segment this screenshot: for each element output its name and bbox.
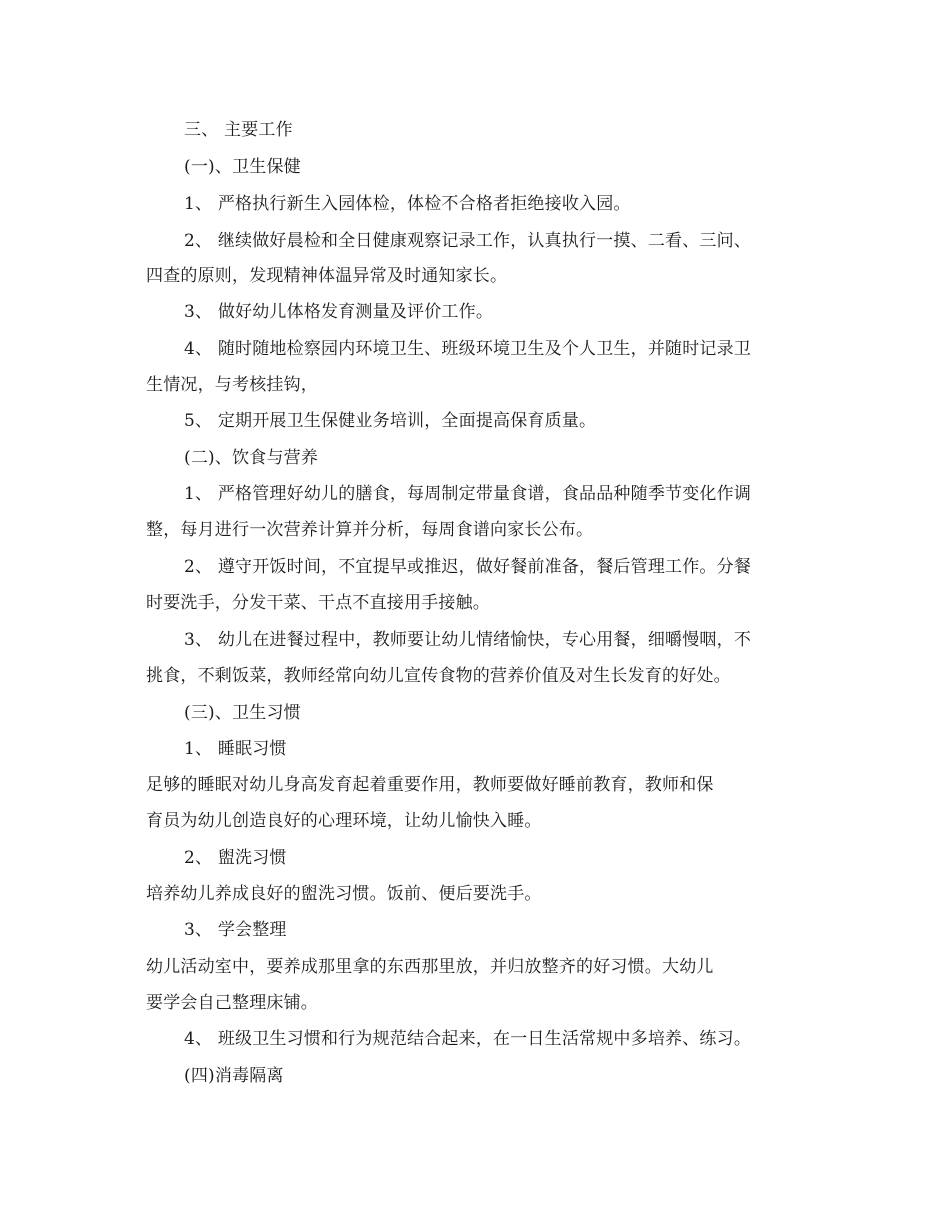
subsection-heading: (一)、卫生保健 <box>184 157 301 177</box>
paragraph-line: 4、 随时随地检察园内环境卫生、班级环境卫生及个人卫生，并随时记录卫 <box>184 339 752 359</box>
paragraph-line: 培养幼儿养成良好的盥洗习惯。饭前、便后要洗手。 <box>146 884 542 904</box>
paragraph-line: 要学会自己整理床铺。 <box>146 993 318 1013</box>
paragraph-line: 2、 盥洗习惯 <box>184 848 287 868</box>
paragraph-line: 1、 睡眠习惯 <box>184 739 287 759</box>
paragraph-line: 幼儿活动室中，要养成那里拿的东西那里放，并归放整齐的好习惯。大幼儿 <box>146 957 714 977</box>
paragraph-line: 1、 严格管理好幼儿的膳食，每周制定带量食谱，食品品种随季节变化作调 <box>184 484 752 504</box>
paragraph-line: 2、 遵守开饭时间，不宜提早或推迟，做好餐前准备，餐后管理工作。分餐 <box>184 557 752 577</box>
paragraph-line: 足够的睡眠对幼儿身高发育起着重要作用，教师要做好睡前教育，教师和保 <box>146 775 714 795</box>
paragraph-line: 1、 严格执行新生入园体检，体检不合格者拒绝接收入园。 <box>184 194 631 214</box>
paragraph-line: 3、 学会整理 <box>184 920 287 940</box>
paragraph-line: 育员为幼儿创造良好的心理环境，让幼儿愉快入睡。 <box>146 811 542 831</box>
paragraph-line: 3、 幼儿在进餐过程中，教师要让幼儿情绪愉快，专心用餐，细嚼慢咽，不 <box>184 630 752 650</box>
subsection-heading: (四)消毒隔离 <box>184 1066 284 1086</box>
paragraph-line: 5、 定期开展卫生保健业务培训，全面提高保育质量。 <box>184 411 597 431</box>
subsection-heading: (三)、卫生习惯 <box>184 703 301 723</box>
paragraph-line: 生情况，与考核挂钩， <box>146 375 318 395</box>
paragraph-line: 2、 继续做好晨检和全日健康观察记录工作，认真执行一摸、二看、三问、 <box>184 231 752 251</box>
paragraph-line: 整，每月进行一次营养计算并分析，每周食谱向家长公布。 <box>146 520 594 540</box>
paragraph-line: 四查的原则，发现精神体温异常及时通知家长。 <box>146 266 508 286</box>
section-heading: 三、 主要工作 <box>184 120 293 140</box>
paragraph-line: 挑食，不剩饭菜，教师经常向幼儿宣传食物的营养价值及对生长发育的好处。 <box>146 666 731 686</box>
paragraph-line: 3、 做好幼儿体格发育测量及评价工作。 <box>184 302 494 322</box>
paragraph-line: 4、 班级卫生习惯和行为规范结合起来，在一日生活常规中多培养、练习。 <box>184 1029 752 1049</box>
subsection-heading: (二)、饮食与营养 <box>184 448 319 468</box>
paragraph-line: 时要洗手，分发干菜、干点不直接用手接触。 <box>146 593 490 613</box>
